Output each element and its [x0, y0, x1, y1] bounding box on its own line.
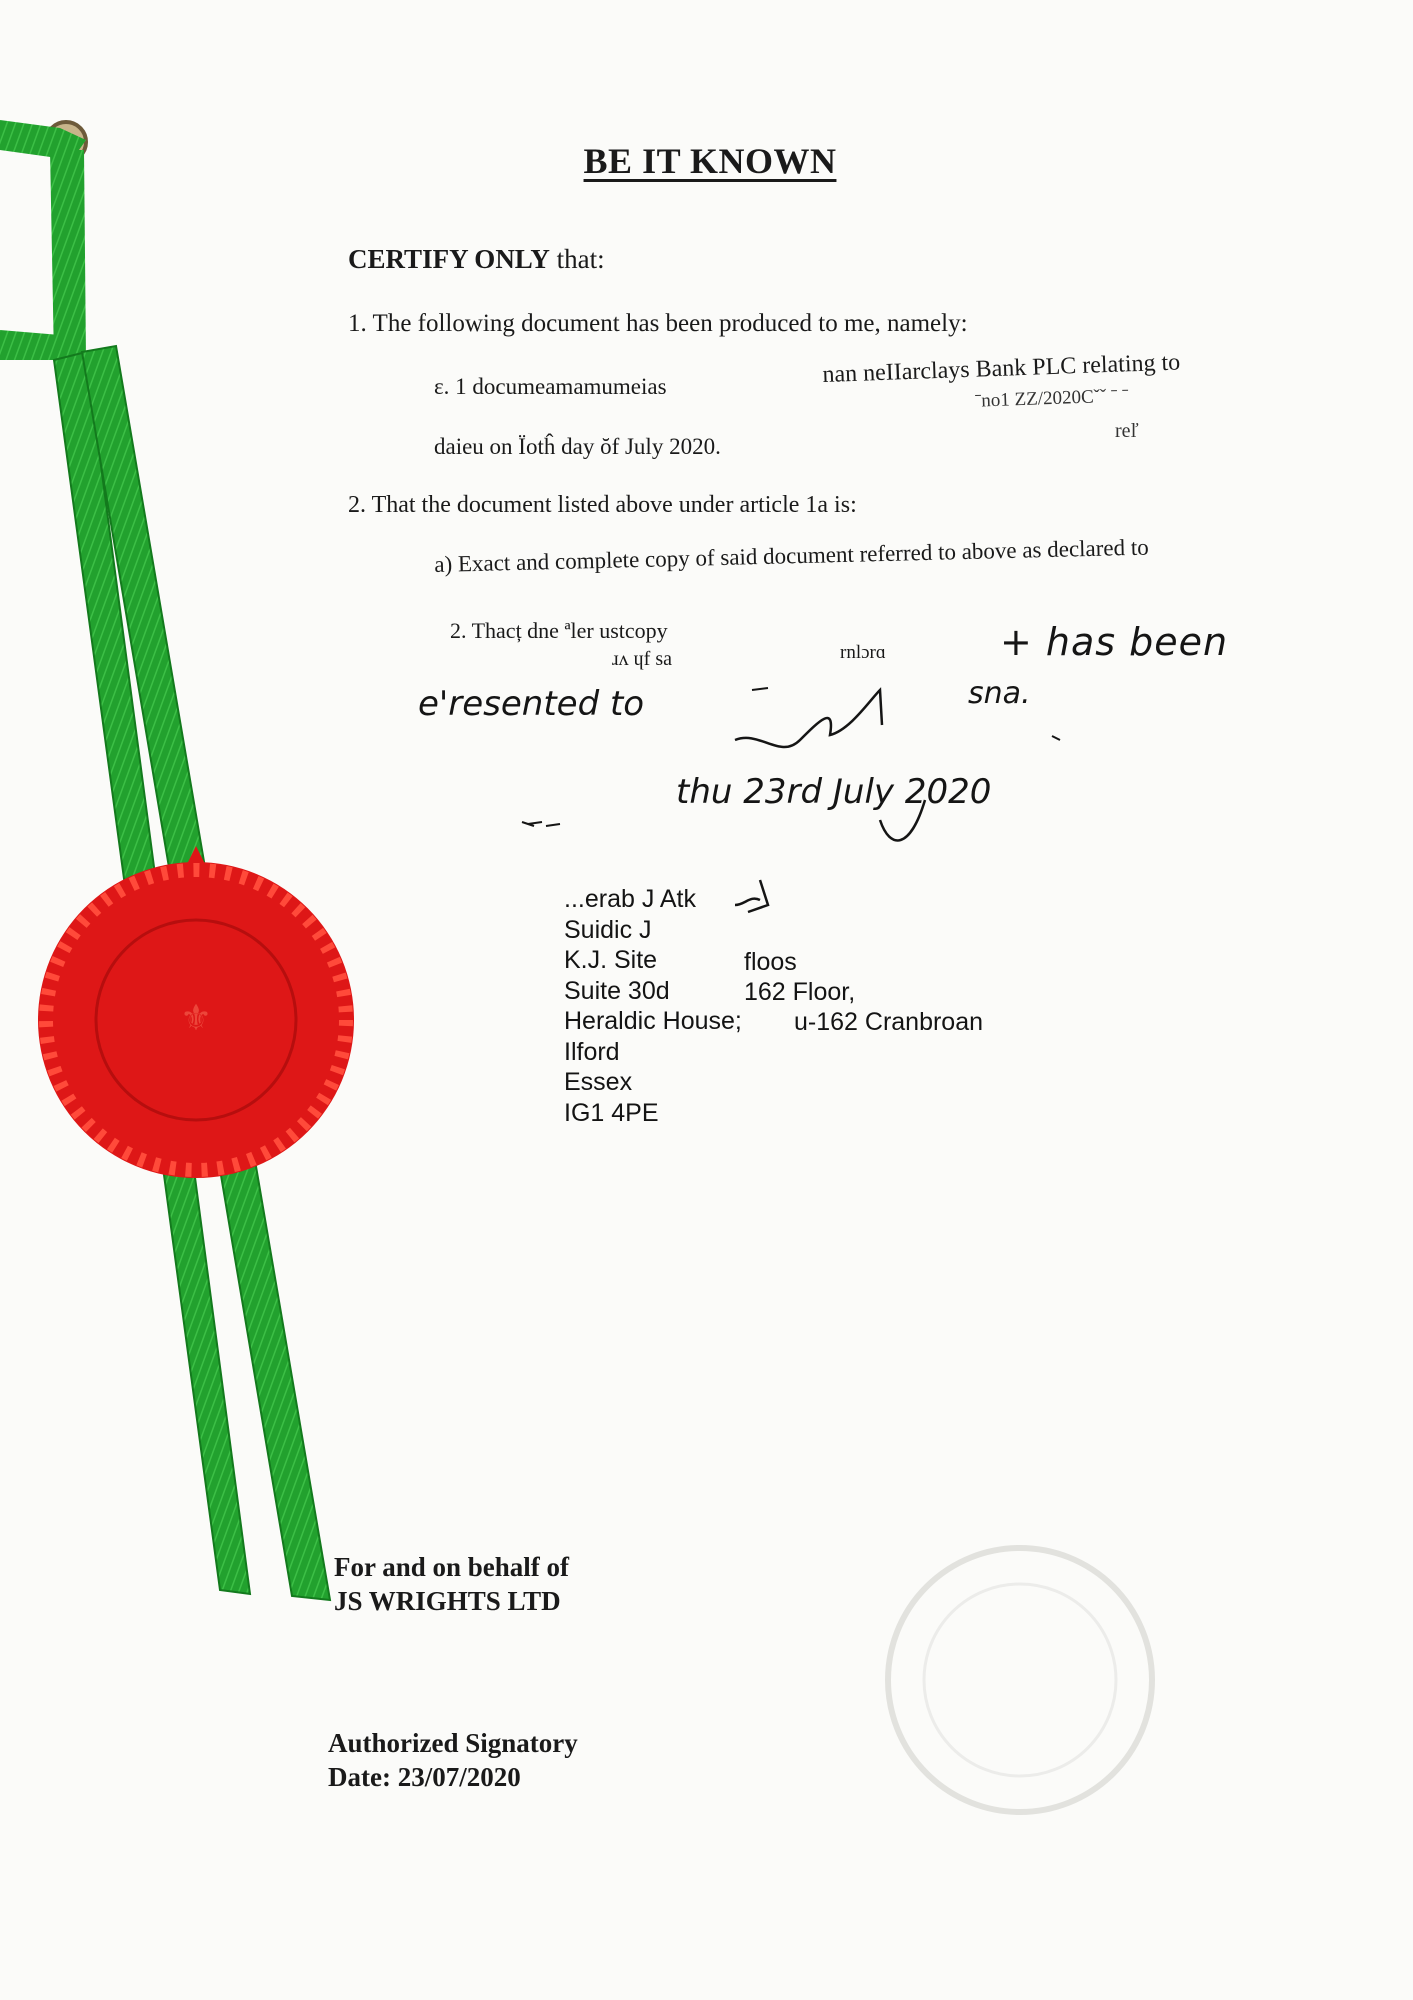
authorized-block	[328, 1726, 578, 1794]
red-seal-icon	[38, 846, 354, 1178]
address-line: Suidic J	[564, 915, 652, 944]
signature-date: Date: 23/07/2020	[328, 1762, 521, 1792]
certify-rest: that:	[549, 244, 605, 274]
printed-fragment: ɹʌ ɥf sa	[612, 648, 672, 670]
address-extra: floos	[744, 948, 797, 976]
item-2: 2. That the document listed above under article 1a is:	[348, 492, 857, 518]
address-line: ...erab J Atk	[564, 885, 697, 913]
handwriting-date: thu 23rd July 2020	[676, 772, 992, 812]
item-1-ref-word: reľ	[1115, 420, 1139, 442]
signature-stroke-1	[735, 690, 882, 747]
item-1-ref: ˉno1 ZZ/2020Cˇˇ ˉ ˉ	[974, 385, 1129, 412]
document-title: BE IT KNOWN	[583, 141, 837, 181]
item-2-sub-a: a) Exact and complete copy of said document referred to above as declared to	[434, 534, 1150, 577]
item-1-sub-a: ε. 1 documeamamumeias	[434, 374, 667, 399]
company-name: JS WRIGHTS LTD	[334, 1586, 561, 1616]
item-1-bank: nan neIIarclays Bank PLC relating to	[822, 349, 1181, 388]
address-extra: 162 Floor,	[744, 978, 856, 1006]
item-2-b: 2. Thacț dne ªler ustcopy	[450, 618, 668, 643]
item-1-dated: daieu on Ïotĥ day ŏf July 2020.	[434, 434, 721, 459]
address-extra: u-162 Cranbroan	[794, 1008, 984, 1036]
on-behalf-line: For and on behalf of	[334, 1552, 570, 1582]
on-behalf-block	[334, 1550, 569, 1618]
handwriting-line: sna.	[968, 676, 1031, 711]
certify-bold: CERTIFY ONLY	[348, 244, 550, 274]
address-line: Heraldic House;	[564, 1007, 742, 1035]
faded-stamp-icon	[888, 1548, 1152, 1812]
svg-text:⚜: ⚜	[179, 998, 213, 1039]
address-line: Essex	[564, 1068, 633, 1096]
address-block	[564, 884, 742, 1128]
handwriting-line: e'resented to	[418, 684, 645, 724]
authorized-signatory: Authorized Signatory	[328, 1728, 578, 1758]
item-1: 1. The following document has been produced to me, namely:	[348, 310, 968, 337]
address-line: Ilford	[564, 1037, 620, 1066]
address-line: IG1 4PE	[564, 1098, 659, 1127]
printed-fragment: rnlɔrɑ	[840, 642, 886, 663]
address-line: K.J. Site	[564, 946, 658, 974]
handwriting-line: + has been	[1000, 620, 1229, 664]
address-line: Suite 30d	[564, 976, 670, 1005]
certify-line	[348, 244, 605, 275]
